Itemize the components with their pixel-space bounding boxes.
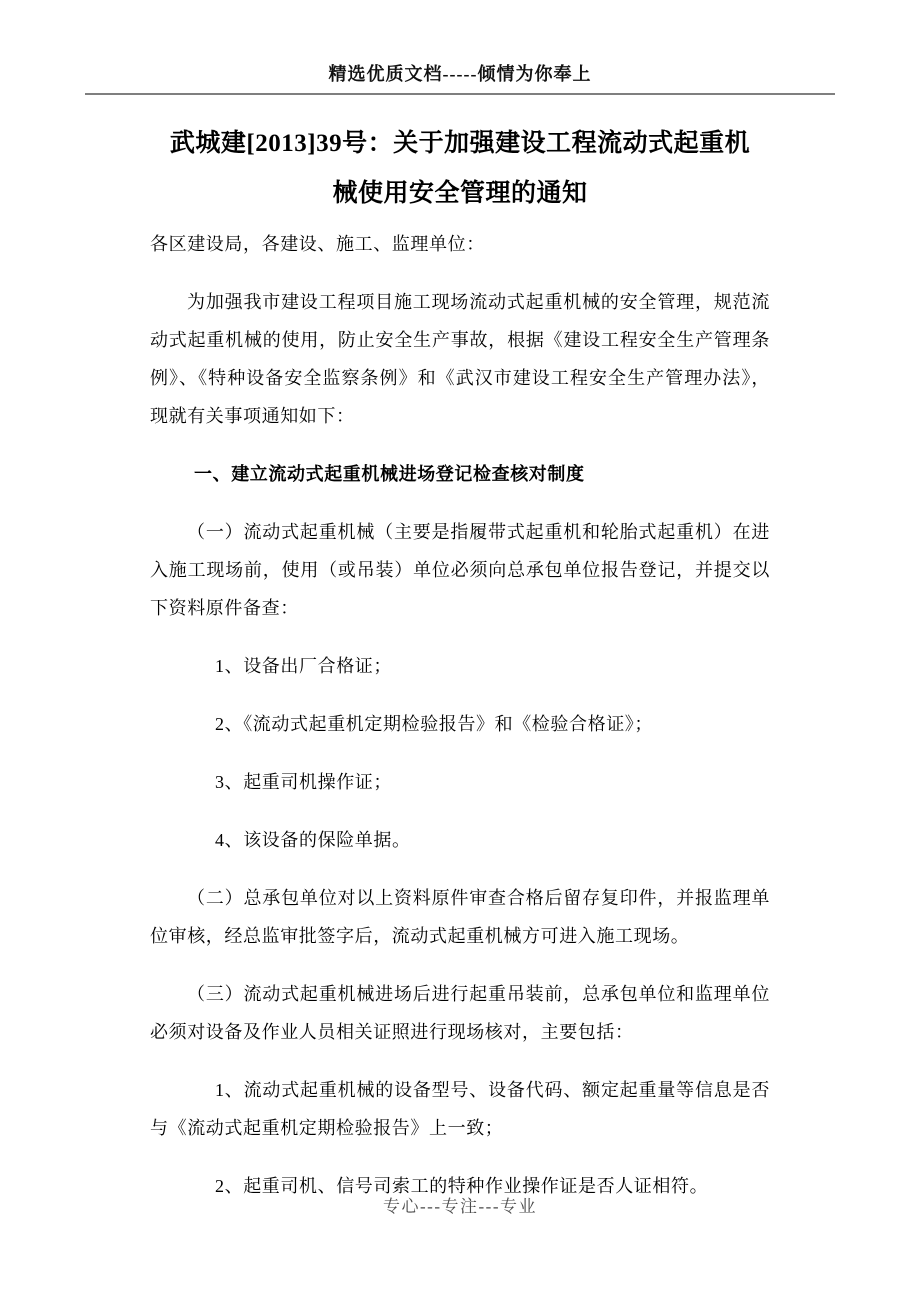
footer-slogan: 专心---专注---专业 — [383, 1197, 537, 1216]
paragraph-item-1: （一）流动式起重机械（主要是指履带式起重机和轮胎式起重机）在进入施工现场前，使用（或吊装）单位必须向总承包单位报告登记，并提交以下资料原件备查： — [150, 522, 770, 618]
title-line-2: 械使用安全管理的通知 — [332, 180, 588, 207]
sub-list-item-2: 2、起重司机、信号司索工的特种作业操作证是否人证相符。 — [215, 1176, 709, 1196]
list-item-3: 3、起重司机操作证； — [215, 772, 392, 792]
salutation: 各区建设局，各建设、施工、监理单位： — [150, 234, 485, 254]
paragraph-item-3: （三）流动式起重机械进场后进行起重吊装前，总承包单位和监理单位必须对设备及作业人员相关证照进行现场核对，主要包括： — [150, 984, 770, 1042]
document-title — [150, 119, 770, 219]
list-item-4: 4、该设备的保险单据。 — [215, 830, 411, 850]
list-item-2: 2、《流动式起重机定期检验报告》和《检验合格证》； — [215, 714, 653, 734]
list-item-1: 1、设备出厂合格证； — [215, 656, 392, 676]
section-heading-1: 一、建立流动式起重机械进场登记检查核对制度 — [194, 464, 585, 484]
title-line-1: 武城建[2013]39号：关于加强建设工程流动式起重机 — [169, 130, 751, 157]
paragraph-intro: 为加强我市建设工程项目施工现场流动式起重机械的安全管理，规范流动式起重机械的使用，防止安全生产事故，根据《建设工程安全生产管理条例》、《特种设备安全监察条例》和《武汉市建设工程安全生产管理办法》，现就有关事项通知如下： — [150, 292, 770, 426]
document-body — [150, 119, 770, 1205]
header-divider — [85, 93, 835, 95]
paragraph-item-2: （二）总承包单位对以上资料原件审查合格后留存复印件，并报监理单位审核，经总监审批签字后，流动式起重机械方可进入施工现场。 — [150, 888, 770, 946]
sub-list-item-1: 1、流动式起重机械的设备型号、设备代码、额定起重量等信息是否与《流动式起重机定期检验报告》上一致； — [150, 1080, 770, 1138]
header-slogan: 精选优质文档-----倾情为你奉上 — [328, 64, 592, 84]
document-footer — [0, 1192, 920, 1217]
document-header — [0, 0, 920, 86]
